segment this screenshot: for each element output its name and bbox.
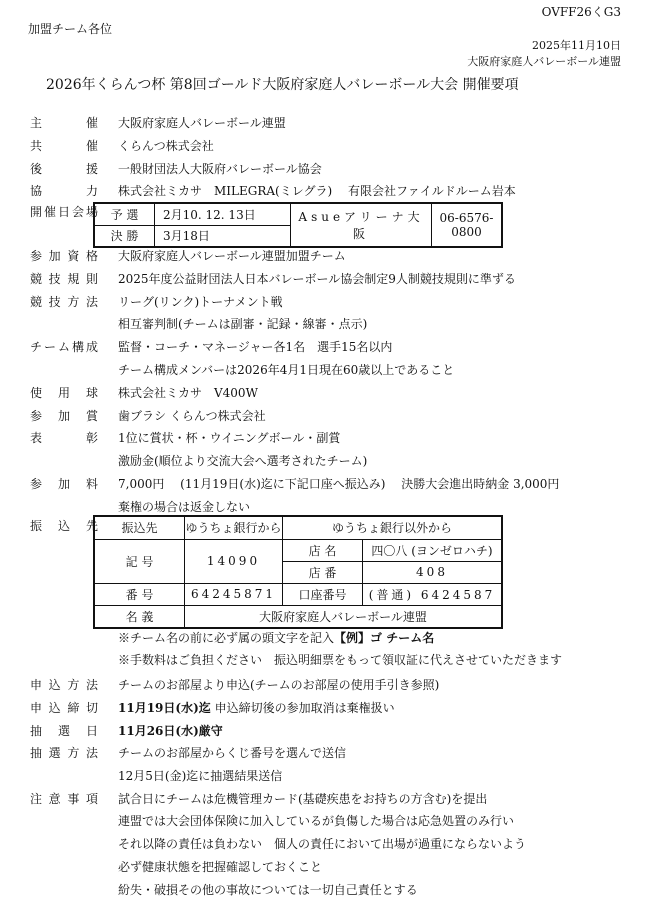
row-value: チーム構成メンバーは2026年4月1日現在60歳以上であること: [118, 363, 455, 377]
addressee: 加盟チーム各位: [28, 22, 113, 36]
row-value: 大阪府家庭人バレーボール連盟加盟チーム: [118, 249, 346, 263]
kigo-label: 記 号: [94, 539, 185, 583]
row-value: 相互審判制(チームは副審・記録・線審・点示): [118, 317, 368, 332]
row-value: 株式会社ミカサ V400W: [118, 385, 258, 400]
row-label: チーム構成: [30, 340, 98, 355]
row-value: 1位に賞状・杯・ウイニングボール・副賞: [118, 431, 341, 446]
row-label: 抽選日: [30, 724, 98, 738]
header-cell: ゆうちょ銀行から: [185, 516, 283, 539]
row-label: 表彰: [30, 431, 98, 446]
doc-code: OVFF26くG3: [541, 5, 621, 19]
section-row: [30, 382, 258, 405]
section-row: [30, 112, 286, 135]
row-value: 申込締切後の参加取消は棄権扱い: [210, 701, 395, 715]
row-label: 申込締切: [30, 701, 98, 715]
stage-cell: 予 選: [94, 203, 155, 225]
kigo-value: 14090: [185, 539, 283, 583]
row-value: 歯ブラシ くらんつ株式会社: [118, 408, 266, 423]
row-label: 使用球: [30, 385, 98, 400]
shop-name-label: 店 名: [283, 539, 363, 561]
row-label: 競技方法: [30, 294, 98, 309]
row-label: 共催: [30, 138, 98, 153]
row-value: 大阪府家庭人バレーボール連盟: [118, 116, 286, 130]
row-value: 監督・コーチ・マネージャー各1名 選手15名以内: [118, 340, 393, 355]
row-value: 必ず健康状態を把握確認しておくこと: [118, 860, 323, 874]
row-value: リーグ(リンク)トーナメント戦: [118, 294, 283, 309]
row-label: 開催日会場: [30, 205, 98, 219]
row-label: 競技規則: [30, 271, 98, 286]
apply-method-row: [30, 674, 440, 697]
row-value: 連盟では大会団体保険に加入しているが負傷した場合は応急処置のみ行い: [118, 814, 515, 829]
row-value: 棄権の場合は返金しない: [118, 499, 251, 514]
header-cell: 振込先: [94, 516, 185, 539]
page-title: 2026年くらんつ杯 第8回ゴールド大阪府家庭人バレーボール大会 開催要項: [46, 77, 519, 93]
row-label: 抽選方法: [30, 746, 98, 760]
section-row: [30, 473, 560, 496]
row-value: 12月5日(金)迄に抽選結果送信: [118, 768, 283, 783]
shop-no-value: 408: [363, 561, 503, 583]
row-label: 参加賞: [30, 408, 98, 423]
row-value: チームのお部屋より申込(チームのお部屋の使用手引き参照): [118, 678, 440, 692]
row-value: 激励金(順位より交流大会へ選考されたチーム): [118, 454, 368, 469]
issue-date: 2025年11月10日: [532, 39, 621, 52]
section-row: [30, 788, 488, 811]
section-row: [30, 336, 393, 359]
shop-no-label: 店 番: [283, 561, 363, 583]
section-row: [30, 158, 322, 181]
row-label: 振込先: [30, 519, 98, 533]
section-row: [30, 268, 516, 291]
header-cell: ゆうちょ銀行以外から: [283, 516, 503, 539]
venue-table: [93, 202, 503, 248]
deadline-date: 11月19日(水)迄: [118, 701, 211, 715]
row-label: 主催: [30, 116, 98, 130]
lottery-day-row: [30, 720, 223, 743]
section-row: [30, 135, 214, 158]
date-cell: 3月18日: [155, 225, 291, 247]
row-label: 後援: [30, 161, 98, 176]
bango-label: 番 号: [94, 583, 185, 605]
section-row: [30, 405, 266, 428]
row-value: くらんつ株式会社: [118, 138, 214, 153]
row-label: 協力: [30, 184, 98, 199]
stage-cell: 決 勝: [94, 225, 155, 247]
transfer-table: [93, 515, 503, 629]
venue-place: Asueアリーナ大阪: [291, 203, 432, 247]
section-row: [30, 742, 347, 765]
row-value: チームのお部屋からくじ番号を選んで送信: [118, 746, 347, 760]
row-value: それ以降の責任は負わない 個人の責任において出場が過重にならないよう: [118, 837, 527, 852]
section-row: [30, 291, 283, 314]
section-row: [30, 245, 346, 268]
row-value: 紛失・破損その他の事故については一切自己責任とする: [118, 882, 418, 897]
venue-phone: 06-6576-0800: [432, 203, 503, 247]
lottery-date: 11月26日(水)厳守: [118, 724, 223, 738]
note-text: ※手数料はご負担ください 振込明細票をもって領収証に代えさせていただきます: [118, 653, 563, 667]
deadline-row: [30, 697, 395, 720]
row-value: 試合日にチームは危機管理カード(基礎疾患をお持ちの方含む)を提出: [118, 791, 488, 806]
note-text: ※チーム名の前に必ず属の頭文字を記入: [118, 631, 335, 645]
bango-value: 64245871: [185, 583, 283, 605]
meigi-value: 大阪府家庭人バレーボール連盟: [185, 605, 503, 628]
row-label: 参加料: [30, 477, 98, 491]
note-example: 【例】ゴ チーム名: [334, 631, 435, 645]
row-value: 2025年度公益財団法人日本バレーボール協会制定9人制競技規則に準ずる: [118, 271, 516, 286]
row-value: 株式会社ミカサ MILEGRA(ミレグラ) 有限会社ファイルドルーム岩本: [118, 184, 516, 199]
row-label: 参加資格: [30, 249, 98, 263]
row-label: 注意事項: [30, 791, 98, 806]
account-value: (普通) 6424587: [363, 583, 503, 605]
row-label: 申込方法: [30, 678, 98, 692]
section-row: [30, 180, 516, 203]
row-value: 一般財団法人大阪府バレーボール協会: [118, 161, 322, 176]
date-cell: 2月10. 12. 13日: [155, 203, 291, 225]
transfer-row: [30, 515, 98, 538]
row-value: 7,000円 (11月19日(水)迄に下記口座へ振込み) 決勝大会進出時納金 3,000円: [118, 477, 560, 491]
meigi-label: 名 義: [94, 605, 185, 628]
shop-name-value: 四〇八 (ヨンゼロハチ): [363, 539, 503, 561]
account-label: 口座番号: [283, 583, 363, 605]
venue-row: [30, 201, 98, 224]
section-row: [30, 427, 341, 450]
issuer: 大阪府家庭人バレーボール連盟: [467, 55, 621, 68]
